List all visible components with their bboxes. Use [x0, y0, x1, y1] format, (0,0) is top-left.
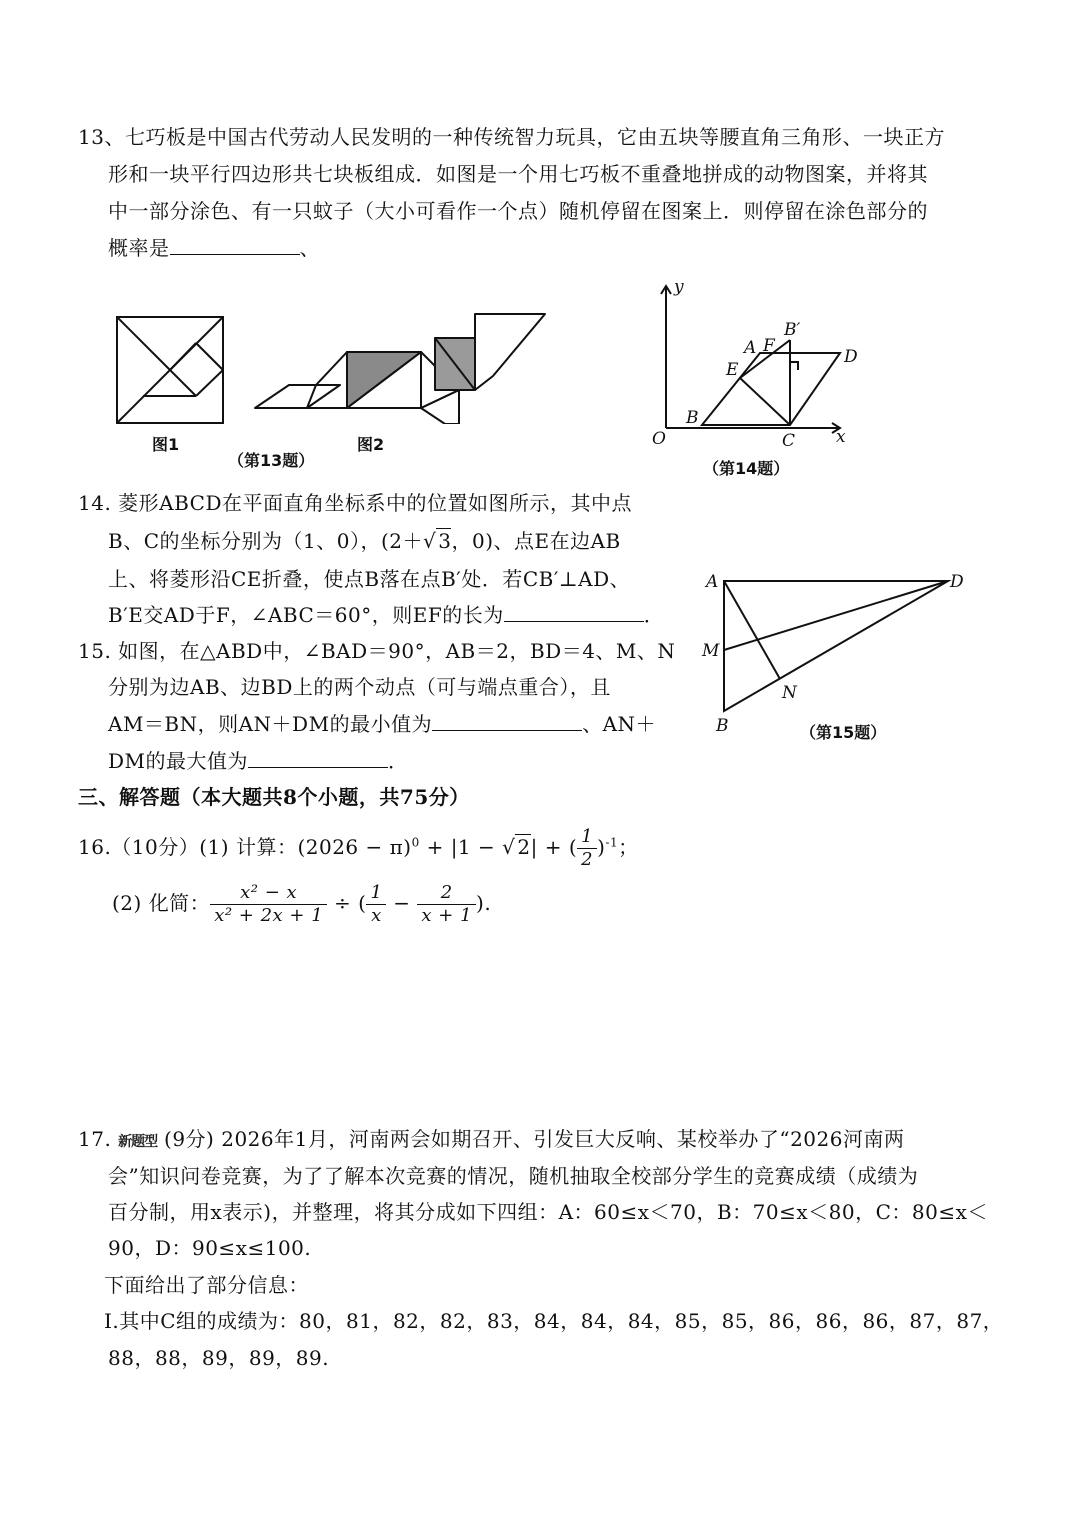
q16-abs-open: + |1 −	[419, 835, 503, 859]
q15-prompt-max-start: 、AN＋	[582, 712, 657, 736]
q14-prompt: B′E交AD于F，∠ABC＝60°，则EF的长为	[108, 603, 504, 627]
q15-label-n: N	[782, 683, 797, 703]
q14-label-d: D	[844, 347, 858, 367]
q15-label-m: M	[702, 641, 720, 661]
q16-sqrt-2: 2	[517, 835, 531, 859]
new-question-type-logo: 新题型	[118, 1134, 158, 1150]
q17-line-7: 88，88，89，89，89.	[108, 1346, 330, 1370]
q13-figure-1	[115, 315, 227, 427]
q15-label-d: D	[950, 572, 964, 592]
q16-line-1	[78, 826, 639, 871]
q13-line-3: 中一部分涂色、有一只蚊子（大小可看作一个点）随机停留在图案上．则停留在涂色部分的	[108, 199, 928, 223]
q16-fraction-3	[417, 882, 476, 927]
q16-f2-num: 1	[366, 882, 386, 905]
q15-prompt-max: DM的最大值为	[108, 749, 249, 773]
q16-sup-m1: -1	[605, 835, 619, 850]
q14-label-f: F	[763, 336, 775, 356]
q17-line-5: 下面给出了部分信息：	[104, 1273, 309, 1297]
q13-caption: （第13题）	[228, 451, 315, 470]
q14-figure	[640, 278, 860, 458]
q14-label-o: O	[652, 429, 666, 449]
q15-label-a: A	[706, 572, 719, 592]
q16-f1-num: x² − x	[210, 882, 327, 905]
q14-label-e: E	[726, 360, 739, 380]
q16-close: ).	[476, 891, 492, 915]
q13-answer-blank[interactable]	[170, 236, 300, 255]
q13-end: 、	[299, 236, 320, 260]
q14-caption: （第14题）	[703, 459, 790, 478]
q17-number: 17.	[78, 1127, 112, 1151]
q15-caption: （第15题）	[800, 723, 887, 742]
q16-half-num: 1	[577, 826, 597, 849]
q16-sqrt-sign: √	[502, 835, 516, 859]
q14-line-4	[108, 602, 664, 628]
q16-f1-den: x² + 2x + 1	[214, 905, 324, 926]
q14-label-y: y	[674, 278, 684, 297]
q15-line-1: 15. 如图，在△ABD中，∠BAD＝90°，AB＝2，BD＝4、M、N	[78, 639, 676, 663]
q15-min-blank[interactable]	[432, 712, 582, 731]
q16-part2: (2) 化简：	[112, 891, 211, 915]
q13-line-4	[108, 235, 320, 261]
q15-line-3	[108, 711, 656, 737]
q16-line-2	[112, 882, 491, 927]
q15-label-b: B	[716, 716, 729, 736]
q14-end: ．	[643, 603, 665, 627]
q14-line-2	[108, 528, 621, 554]
q14-label-c: C	[782, 431, 796, 451]
q13-figure-2	[245, 312, 550, 424]
q16-semicolon: ；	[618, 835, 639, 859]
q15-line-4	[108, 748, 409, 774]
q16-fraction-2	[366, 882, 386, 927]
q13-line-1: 13、七巧板是中国古代劳动人民发明的一种传统智力玩具，它由五块等腰直角三角形、一块正方	[78, 125, 945, 149]
q14-sqrt-sign: √	[422, 529, 437, 553]
q14-line-3: 上、将菱形沿CE折叠，使点B落在点B′处．若CB′⊥AD、	[108, 567, 631, 591]
q17-line-1	[78, 1126, 904, 1155]
q13-prompt: 概率是	[108, 236, 170, 260]
q16-half-den: 2	[581, 849, 594, 870]
q14-line-2b: ，0)、点E在边AB	[451, 529, 621, 553]
q16-f3-num: 2	[417, 882, 476, 905]
q16-f2-den: x	[371, 905, 382, 926]
q16-half-fraction	[577, 826, 597, 871]
q14-label-b: B	[686, 408, 699, 428]
q13-fig2-caption: 图2	[357, 435, 385, 454]
q14-label-x: x	[836, 427, 846, 447]
q14-line-1: 14. 菱形ABCD在平面直角坐标系中的位置如图所示，其中点	[78, 491, 633, 515]
q13-fig1-caption: 图1	[152, 435, 180, 454]
q15-prompt-min: AM＝BN，则AN＋DM的最小值为	[108, 712, 433, 736]
q16-abs-close: | + (	[530, 835, 578, 859]
q16-paren-close: )	[597, 835, 606, 859]
q14-answer-blank[interactable]	[504, 603, 644, 622]
q15-line-2: 分别为边AB、边BD上的两个动点（可与端点重合），且	[108, 675, 611, 699]
q17-line-3: 百分制，用x表示)，并整理，将其分成如下四组：A：60≤x＜70，B：70≤x＜80，C：80≤x＜	[108, 1200, 988, 1224]
q17-line-4: 90，D：90≤x≤100.	[108, 1236, 312, 1260]
q16-minus: −	[386, 891, 418, 915]
q16-fraction-1	[210, 882, 327, 927]
q16-divide: ÷ (	[327, 891, 367, 915]
q15-max-blank[interactable]	[248, 749, 388, 768]
q14-label-bp: B′	[784, 320, 801, 340]
q13-line-2: 形和一块平行四边形共七块板组成．如图是一个用七巧板不重叠地拼成的动物图案，并将其	[108, 162, 928, 186]
q16-part1: 16.（10分）(1) 计算：(2026 − π)	[78, 835, 412, 859]
q15-end: ．	[388, 749, 409, 773]
q17-line-6: Ⅰ.其中C组的成绩为：80，81，82，82，83，84，84，84，85，85，86，86，86，87，87，	[104, 1309, 1004, 1333]
q16-f3-den: x + 1	[421, 905, 473, 926]
q14-sqrt-3: 3	[438, 529, 452, 553]
q17-line-2: 会”知识问卷竞赛，为了了解本次竞赛的情况，随机抽取全校部分学生的竞赛成绩（成绩为	[108, 1164, 919, 1188]
q14-line-2a: B、C的坐标分别为（1、0），(2＋	[108, 529, 423, 553]
q17-text-1: (9分) 2026年1月，河南两会如期召开、引发巨大反响、某校举办了“2026河南两	[164, 1127, 905, 1151]
q16-sup-0: 0	[411, 835, 420, 850]
section-3-heading: 三、解答题（本大题共8个小题，共75分）	[78, 785, 470, 809]
q15-figure	[700, 565, 970, 740]
q14-label-a: A	[744, 338, 757, 358]
